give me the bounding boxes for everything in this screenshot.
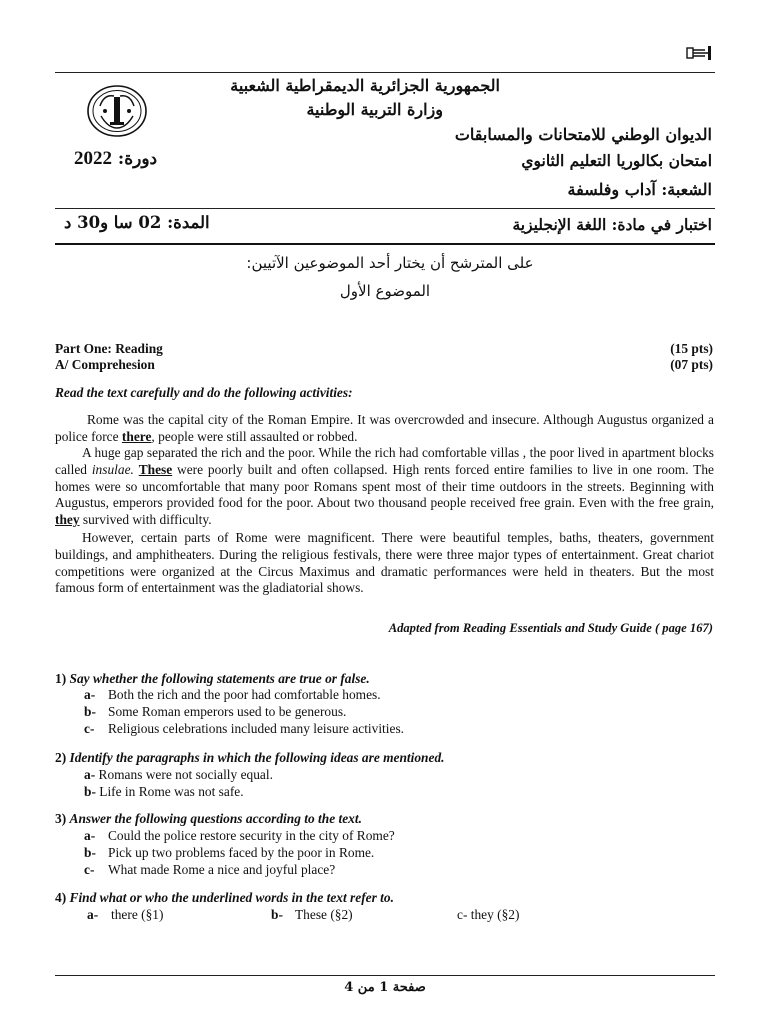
paragraph-1-text-b: , people were still assaulted or robbed. [151, 428, 358, 444]
section-title: A/ Comprehesion [55, 357, 155, 372]
topic-heading: الموضوع الأول [339, 282, 431, 300]
question-4-number: 4) [55, 890, 67, 905]
item-text: Pick up two problems faced by the poor in Rome. [108, 845, 375, 860]
part-title: Part One: Reading [55, 341, 163, 356]
underlined-they: they [55, 512, 80, 528]
exam-heading: امتحان بكالوريا التعليم الثانوي [521, 151, 712, 170]
question-4-prompt: Find what or who the underlined words in the text refer to. [69, 890, 394, 905]
branch-heading: الشعبة: آداب وفلسفة [567, 180, 712, 199]
section-points: (07 pts) [670, 357, 713, 372]
session-year: 2022 [74, 148, 112, 169]
paragraph-2-text-a: A huge gap separated the rich and the poor. While the rich had comfortable villas , the poor lived in apartment blocks called [55, 445, 714, 477]
item-label: b- [271, 907, 283, 922]
item-text: Life in Rome was not safe. [99, 784, 244, 799]
header-rule-1 [55, 208, 715, 209]
part-points: (15 pts) [670, 341, 713, 356]
question-1 [55, 671, 370, 687]
emblem-seal [86, 84, 148, 138]
question-1-item-c [84, 721, 404, 737]
question-2-item-a [84, 767, 273, 783]
question-3 [55, 811, 362, 827]
question-3-item-a [84, 828, 395, 844]
session-label [74, 148, 157, 170]
footer-rule [55, 975, 715, 976]
duration-value: 02 سا و30 د [64, 213, 162, 232]
item-text: Some Roman emperors used to be generous. [108, 704, 347, 719]
question-3-number: 3) [55, 811, 67, 826]
paragraph-1-text-a: Rome was the capital city of the Roman Empire. It was overcrowded and insecure. Although Augustus organized a police force [55, 412, 714, 444]
choice-instruction: على المترشح أن يختار أحد الموضوعين الآتيين: [246, 254, 534, 272]
item-text: Both the rich and the poor had comfortable homes. [108, 687, 381, 702]
question-1-prompt: Say whether the following statements are true or false. [69, 671, 370, 686]
item-text: Religious celebrations included many leisure activities. [108, 721, 404, 736]
item-label: a- [84, 687, 96, 702]
office-heading: الديوان الوطني للامتحانات والمسابقات [454, 125, 712, 144]
item-label: a- [84, 767, 96, 782]
paragraph-2 [55, 445, 714, 529]
item-text: Romans were not socially equal. [98, 767, 273, 782]
item-text: there (§1) [111, 907, 164, 922]
question-3-item-c [84, 862, 335, 878]
header-rule-2 [55, 243, 715, 245]
ministry-heading: وزارة التربية الوطنية [306, 100, 443, 119]
question-3-prompt: Answer the following questions according to the text. [69, 811, 362, 826]
item-text: Could the police restore security in the city of Rome? [108, 828, 395, 843]
republic-heading: الجمهورية الجزائرية الديمقراطية الشعبية [230, 76, 500, 95]
item-label: b- [84, 784, 96, 799]
page-number: صفحة 1 من 4 [344, 980, 426, 995]
top-rule [55, 72, 715, 73]
underlined-there: there [121, 428, 152, 444]
paragraph-1 [55, 412, 714, 446]
source-citation: Adapted from Reading Essentials and Study Guide ( page 167) [388, 621, 713, 635]
pointing-hand-icon [686, 45, 712, 61]
question-4 [55, 890, 394, 906]
paragraph-2-text-b: were poorly built and often collapsed. High rents forced entire families to live in one room. The homes were so uncomfortable that many poor Romans spent most of their time outdoors in the streets. Beginning with Augustus, emperors provided food for the poor. About two thousand people received free grain. Even with the free grain, [55, 461, 714, 511]
subject-heading: اختبار في مادة: اللغة الإنجليزية [512, 215, 712, 234]
item-text: What made Rome a nice and joyful place? [108, 862, 336, 877]
underlined-these: These [138, 461, 173, 477]
question-2-number: 2) [55, 750, 67, 765]
question-4-item-b [271, 907, 353, 923]
item-label: b- [84, 845, 96, 860]
question-2-item-b [84, 784, 244, 800]
item-label: a- [87, 907, 99, 922]
duration-label: المدة: [167, 213, 210, 232]
duration-heading [64, 213, 210, 232]
session-label-text: دورة: [117, 149, 158, 169]
question-3-item-b [84, 845, 374, 861]
question-1-item-a [84, 687, 381, 703]
reading-instruction: Read the text carefully and do the following activities: [55, 385, 353, 400]
item-label: c- [84, 862, 95, 877]
item-text: c- they (§2) [457, 907, 520, 922]
question-1-item-b [84, 704, 346, 720]
paragraph-3: However, certain parts of Rome were magnificent. There were beautiful temples, baths, theaters, government buildings, and amphitheaters. During the religious festivals, there were three major types of entertainment. Great chariot competitions were organized at the Circus Maximus and dramatic performances were held in theaters. But the most famous form of entertainment was the gladiatorial shows. [55, 530, 714, 596]
item-label: c- [84, 721, 95, 736]
question-2-prompt: Identify the paragraphs in which the following ideas are mentioned. [69, 750, 445, 765]
question-4-item-c [457, 907, 519, 923]
question-2 [55, 750, 445, 766]
question-1-number: 1) [55, 671, 67, 686]
insulae-word: insulae. [91, 461, 134, 477]
item-label: b- [84, 704, 96, 719]
question-4-item-a [87, 907, 163, 923]
item-text: These (§2) [295, 907, 353, 922]
item-label: a- [84, 828, 96, 843]
paragraph-2-text-c: survived with difficulty. [79, 512, 212, 528]
